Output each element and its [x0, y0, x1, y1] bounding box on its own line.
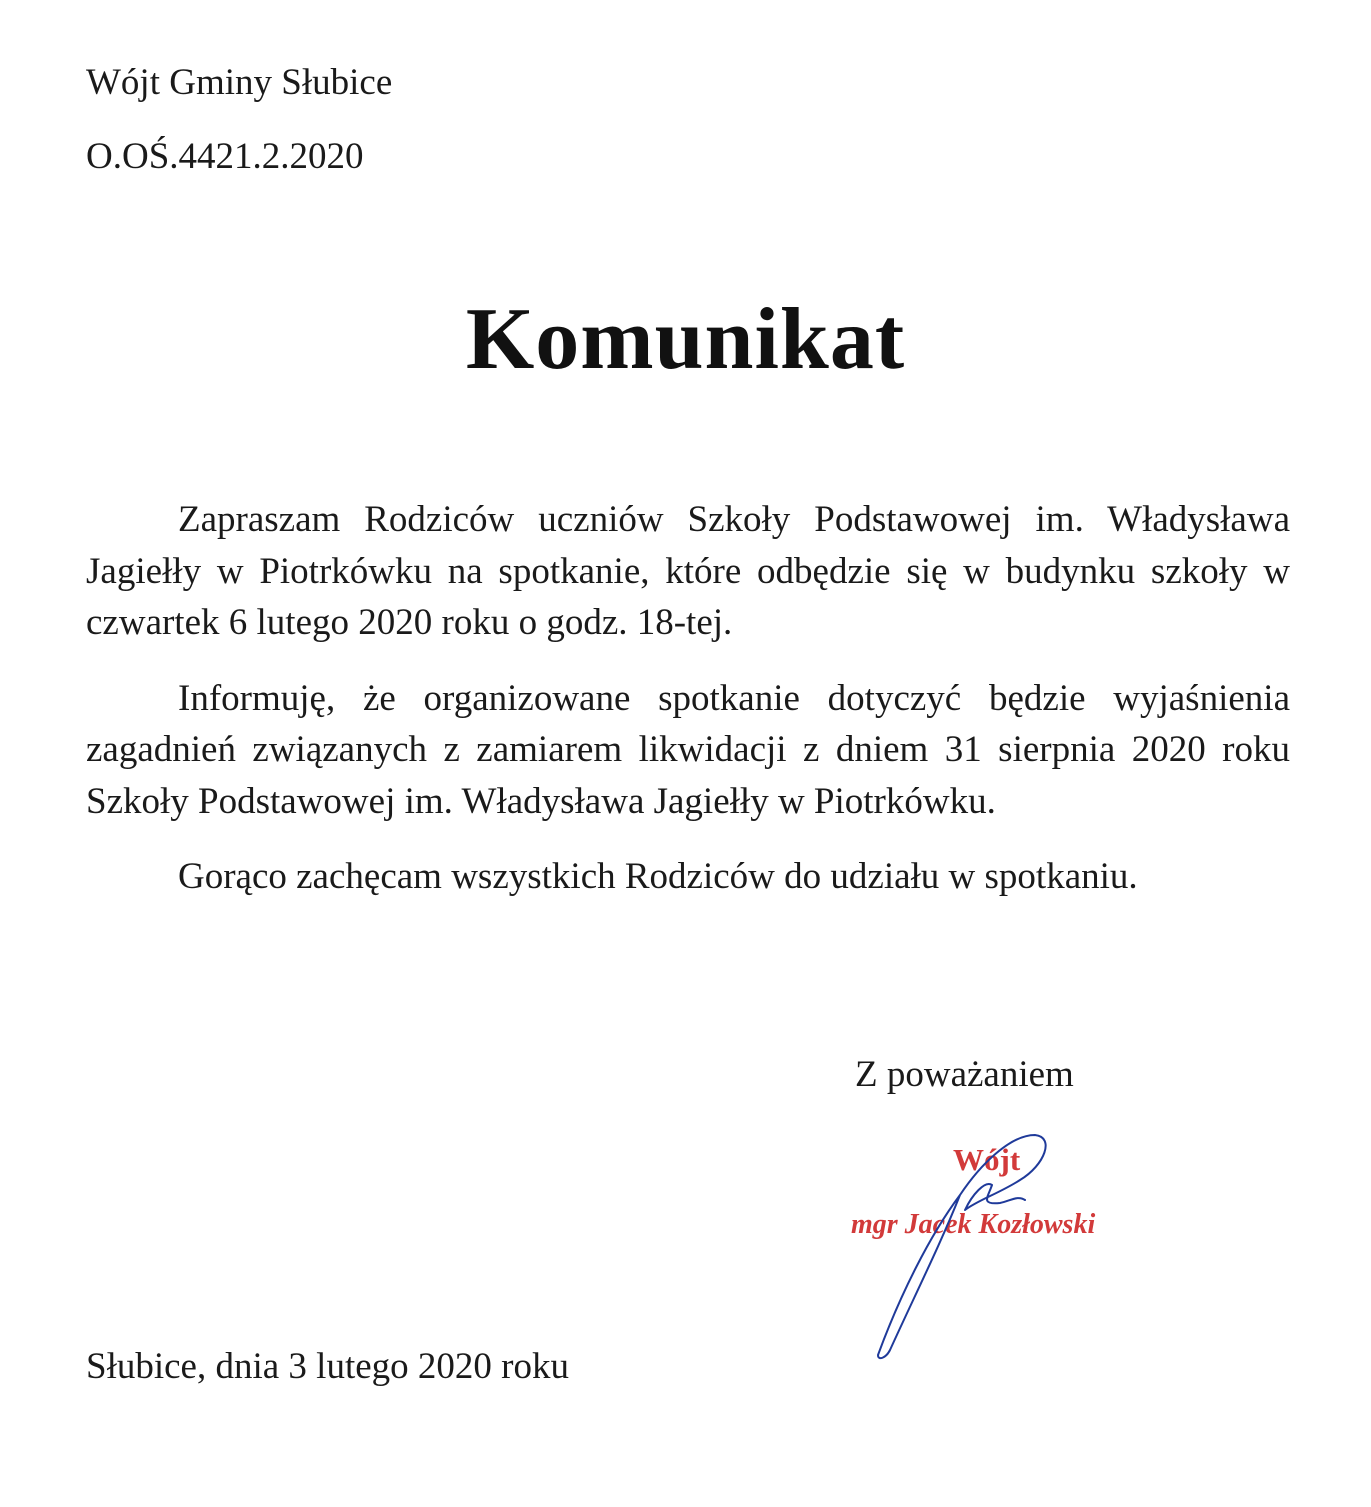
reference-number: O.OŚ.4421.2.2020	[86, 136, 364, 177]
closing-salutation: Z poważaniem	[855, 1054, 1074, 1095]
paragraph-information: Informuję, że organizowane spotkanie dotyczyć będzie wyjaśnienia zagadnień związanych z zamiarem likwidacji z dniem 31 sierpnia 2020 roku Szkoły Podstawowej im. Władysława Jagiełły w Piotrkówku.	[86, 677, 1290, 822]
stamp-title: Wójt	[953, 1142, 1021, 1177]
paragraph-encouragement: Gorąco zachęcam wszystkich Rodziców do udziału w spotkaniu.	[178, 856, 1138, 897]
place-and-date: Słubice, dnia 3 lutego 2020 roku	[86, 1346, 569, 1387]
document-title: Komunikat	[465, 291, 906, 388]
document-body	[86, 494, 1290, 927]
stamp-name: mgr Jacek Kozłowski	[851, 1209, 1096, 1240]
sender-name: Wójt Gminy Słubice	[86, 62, 393, 103]
paragraph-invitation: Zapraszam Rodziców uczniów Szkoły Podstawowej im. Władysława Jagiełły w Piotrkówku na spotkanie, które odbędzie się w budynku szkoły w czwartek 6 lutego 2020 roku o godz. 18-tej.	[86, 499, 1290, 643]
